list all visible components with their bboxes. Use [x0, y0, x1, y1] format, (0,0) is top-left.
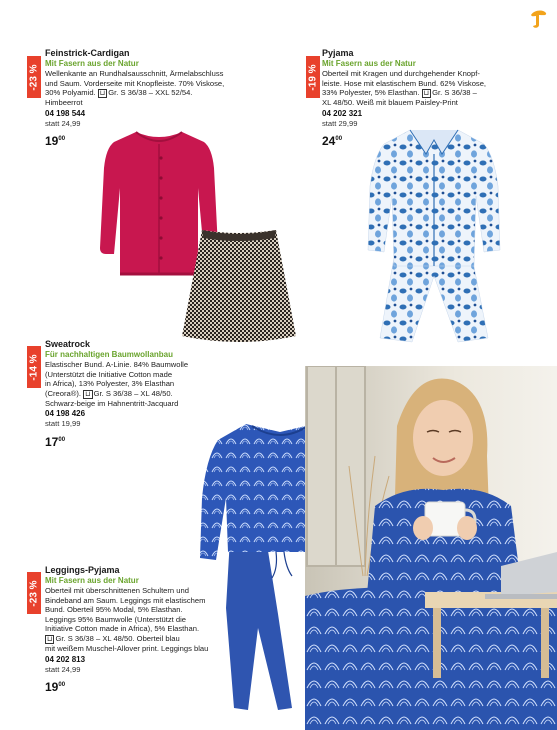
- product-subtitle: Mit Fasern aus der Natur: [45, 576, 139, 585]
- product-description: Elastischer Bund. A-Linie. 84% Baumwolle (Unterstützt die Initiative Cotton made in Africa), 13% Polyester, 3% Elasthan (Creora®). ⊔ Gr. S 36/38 – XL 48/50. Schwarz-beige im Hahnentritt-Jacquard: [45, 360, 189, 408]
- product-description: Wellenkante an Rundhalsausschnitt, Ärmelabschluss und Saum. Vorderseite mit Knopfleiste. 70% Viskose, 30% Polyamid. ⊔ Gr. S 36/38 – XXL 52/54. Himbeerrot: [45, 69, 225, 108]
- washing-care-icon: ⊔: [99, 90, 106, 98]
- product-title: Pyjama: [322, 48, 354, 58]
- product-leggings-pyjama: [45, 565, 290, 694]
- article-number: 04 198 426: [45, 409, 86, 419]
- tchibo-logo-icon[interactable]: [528, 8, 548, 30]
- product-subtitle: Für nachhaltigen Baumwollanbau: [45, 350, 174, 359]
- washing-care-icon: ⊔: [85, 390, 91, 398]
- article-number: 04 202 321: [322, 108, 363, 118]
- old-price: statt 19,99: [45, 419, 81, 429]
- product-description: Oberteil mit überschnittenen Schultern und Bindeband am Saum. Leggings mit elastischem Bund. Oberteil 95% Modal, 5% Elasthan. Leggings 95% Baumwolle (Unterstützt die Initiative Cotton made in Africa), 5% Elasthan. ⊔ Gr. S 36/38 – XL 48/50. Oberteil blau mit weißem Muschel-Allover print. Leggings blau: [45, 586, 209, 653]
- price: $19^{00}$: [45, 680, 66, 695]
- product-subtitle: Mit Fasern aus der Natur: [322, 59, 416, 68]
- article-number: 04 202 813: [45, 654, 86, 664]
- pyjama-image[interactable]: [366, 126, 502, 348]
- discount-badge: -23 %: [27, 56, 41, 98]
- woman-in-pyjama-photo: [305, 366, 557, 730]
- discount-badge: -23 %: [27, 572, 41, 614]
- price: $24^{00}$: [322, 134, 343, 149]
- price: $17^{00}$: [45, 434, 66, 449]
- skirt-image[interactable]: [180, 226, 298, 344]
- lifestyle-photo[interactable]: [305, 366, 557, 730]
- discount-badge: -14 %: [27, 346, 41, 388]
- old-price: statt 24,99: [45, 118, 81, 128]
- product-subtitle: Mit Fasern aus der Natur: [45, 59, 139, 68]
- old-price: statt 24,99: [45, 664, 81, 674]
- washing-care-icon: ⊔: [423, 90, 430, 98]
- product-description: Oberteil mit Kragen und durchgehender Knopf- leiste. Hose mit elastischem Bund. 62% Viskose, 33% Polyester, 5% Elasthan. ⊔ Gr. S 36/38 – XL 48/50. Weiß mit blauem Paisley-Print: [322, 69, 487, 108]
- product-title: Sweatrock: [45, 339, 91, 349]
- product-title: Leggings-Pyjama: [45, 565, 120, 575]
- old-price: statt 29,99: [322, 118, 358, 128]
- washing-care-icon: ⊔: [47, 635, 53, 643]
- article-number: 04 198 544: [45, 108, 86, 118]
- product-title: Feinstrick-Cardigan: [45, 48, 130, 58]
- price: $19^{00}$: [45, 134, 66, 149]
- discount-badge: -19 %: [306, 56, 320, 98]
